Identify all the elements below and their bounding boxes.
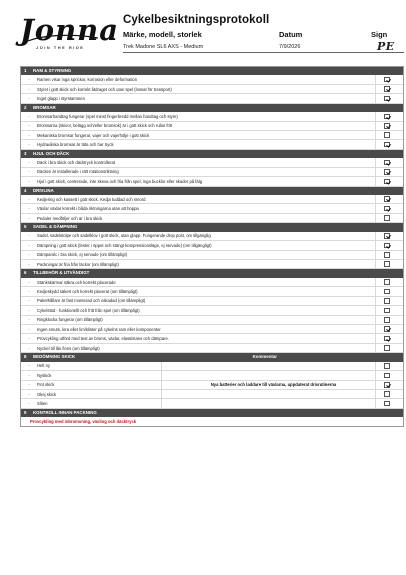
checklist-row [21, 168, 403, 177]
rating-row [21, 390, 403, 399]
section-number: 3 [24, 150, 27, 156]
checklist-row [21, 85, 403, 94]
row-bullet: - [28, 261, 30, 267]
date-value[interactable]: 7/9/2026 [279, 44, 301, 50]
section-header [21, 353, 403, 361]
row-bullet: - [28, 382, 30, 388]
row-bullet: - [28, 206, 30, 212]
row-label: Nyckel till lås finns (om tillämpligt) [37, 345, 100, 351]
section-number: 9 [24, 409, 27, 415]
checklist-row [21, 195, 403, 204]
row-label: Styret i gott skick och korrekt åtdraget och utan spel (lossat för transport) [37, 86, 172, 92]
model-label: Märke, modell, storlek [123, 30, 202, 39]
rating-label: Okej skick [37, 391, 57, 397]
cell-divider [375, 297, 376, 305]
row-label: Dämpning i gott skick (fester i öppet och stängt kompressionsläge, ej servade) (om tillgängligt) [37, 242, 212, 248]
checklist-row [21, 232, 403, 241]
rating-label: Fint skick [37, 382, 55, 388]
rating-row [21, 381, 403, 390]
comment-header: Kommentar [252, 354, 277, 360]
checklist-row [21, 158, 403, 167]
section-title: DRIVLINA [33, 187, 54, 193]
cell-divider [161, 362, 162, 370]
row-bullet: - [28, 401, 30, 407]
checkbox[interactable] [384, 86, 390, 92]
row-label: Däcken är installerade i rätt rotationsriktning [37, 169, 119, 175]
date-label: Datum [279, 30, 303, 39]
checkbox[interactable] [384, 77, 390, 83]
section-number: 8 [24, 354, 27, 360]
checkbox[interactable] [384, 326, 390, 332]
section-header [21, 104, 403, 112]
section-header [21, 150, 403, 158]
checkbox[interactable] [384, 261, 390, 267]
rating-row [21, 399, 403, 408]
checklist-row [21, 131, 403, 140]
cell-divider [375, 287, 376, 295]
checklist-row [21, 251, 403, 260]
checklist-table [20, 66, 404, 427]
row-bullet: - [28, 233, 30, 239]
cell-divider [375, 325, 376, 333]
row-label: Hjul i gott skick, centrerade, inte skeva och fria från spel, inga bucklor eller skador på fälg [37, 178, 203, 184]
cell-divider [161, 381, 162, 389]
row-label: Kedjering och kassett i gott skick. Kedja tuddad och smord [37, 196, 146, 202]
checklist-row [21, 316, 403, 325]
row-label: Dämparolc i bra skick, ej servade (om tillämpligt) [37, 252, 128, 258]
rating-label: Nyskick [37, 372, 52, 378]
checkbox[interactable] [384, 373, 390, 379]
checkbox[interactable] [384, 215, 390, 221]
row-label: Bromsarhandtag fungerar (spel minst fingerbredd mellan handtag och styre) [37, 113, 178, 119]
row-bullet: - [28, 95, 30, 101]
section-header [21, 269, 403, 277]
row-bullet: - [28, 391, 30, 397]
row-bullet: - [28, 169, 30, 175]
rating-label: Helt ny [37, 363, 51, 369]
section-title: KONTROLL INNAN PACKNING [33, 409, 97, 415]
checkbox[interactable] [384, 123, 390, 129]
cell-divider [375, 232, 376, 240]
row-label: Pedaler medföljer och är i bra skick [37, 215, 103, 221]
model-value[interactable]: Trek Madone SL6 AXS - Medium [123, 44, 204, 50]
checkbox[interactable] [384, 243, 390, 249]
cell-divider [375, 177, 376, 185]
row-bullet: - [28, 113, 30, 119]
rating-comment[interactable]: Nya batterier och laddare till växlarna, uppdaterat drivrutinerna [210, 382, 337, 388]
cell-divider [375, 399, 376, 407]
section-title: BROMSAR [33, 104, 56, 110]
checklist-row [21, 112, 403, 121]
checklist-row [21, 204, 403, 213]
row-label: Stänkskärmar säkra och korrekt placerade [37, 279, 116, 285]
checklist-row [21, 325, 403, 334]
checkbox[interactable] [384, 391, 390, 397]
cell-divider [375, 251, 376, 259]
cell-divider [375, 85, 376, 93]
row-label: Bromsarna (skivor, belägg och/eller bromsok) är i gott skick och rullar fritt [37, 123, 173, 129]
checklist-row [21, 241, 403, 250]
brand-logo [20, 13, 120, 52]
row-bullet: - [28, 326, 30, 332]
checkbox[interactable] [384, 132, 390, 138]
checkbox[interactable] [384, 179, 390, 185]
cell-divider [375, 362, 376, 370]
cell-divider [375, 371, 376, 379]
checkbox[interactable] [384, 252, 390, 258]
row-label: Kedjeskydd säkert och korrekt placerat (om tillämpligt) [37, 288, 138, 294]
row-bullet: - [28, 288, 30, 294]
row-bullet: - [28, 86, 30, 92]
cell-divider [375, 316, 376, 324]
sign-label: Sign [371, 30, 388, 39]
row-bullet: - [28, 123, 30, 129]
row-label: Ringklocka fungerar (om tillämpligt) [37, 317, 103, 323]
row-bullet: - [28, 363, 30, 369]
checkbox[interactable] [384, 298, 390, 304]
checkbox[interactable] [384, 96, 390, 102]
cell-divider [375, 195, 376, 203]
row-bullet: - [28, 196, 30, 202]
checkbox[interactable] [384, 336, 390, 342]
section-title: RAM & STYRNING [33, 68, 72, 73]
cell-divider [375, 306, 376, 314]
checklist-row [21, 297, 403, 306]
cell-divider [375, 278, 376, 286]
row-label: Mekaniska bromsar fungerar, vajer och vajerhölje i gott skick [37, 132, 150, 138]
row-bullet: - [28, 279, 30, 285]
checkbox[interactable] [384, 169, 390, 175]
section-header [21, 409, 403, 417]
row-bullet: - [28, 336, 30, 342]
section-title: BEDÖMNING SKICK [33, 354, 76, 360]
row-bullet: - [28, 77, 30, 83]
checkbox[interactable] [384, 114, 390, 120]
page-title: Cykelbesiktningsprotokoll [123, 14, 270, 26]
rating-label: Sliten [37, 401, 48, 407]
row-bullet: - [28, 307, 30, 313]
cell-divider [161, 371, 162, 379]
section-number: 5 [24, 224, 27, 230]
section-number: 1 [24, 68, 27, 73]
row-label: Ramen visar inga sprickor, korrosion eller deformation [37, 77, 138, 83]
checkbox[interactable] [384, 233, 390, 239]
row-bullet: - [28, 372, 30, 378]
row-label: Däck i bra skick och däcktryck kontrollerat [37, 159, 115, 165]
row-label: Inget glapp i styrstammen [37, 95, 85, 101]
checklist-row [21, 177, 403, 186]
row-bullet: - [28, 178, 30, 184]
final-check-note: Provcykling med inbromsning, växling och däcktryck [30, 419, 137, 425]
row-label: Provcykling utförd med test av broms, växlar, elassistans och dämpare. [37, 336, 169, 342]
header-divider [123, 52, 404, 53]
section-number: 6 [24, 270, 27, 276]
checklist-row [21, 260, 403, 269]
rating-row [21, 371, 403, 380]
logo-wordmark: Jonna [20, 13, 120, 47]
cell-divider [375, 260, 376, 268]
checkbox[interactable] [384, 279, 390, 285]
row-label: Hydrauliska bromsar är täta och har tryck [37, 142, 114, 148]
checklist-row [21, 214, 403, 223]
cell-divider [375, 112, 376, 120]
checkbox[interactable] [384, 317, 390, 323]
row-bullet: - [28, 142, 30, 148]
row-label: Pakethållare är fast monterad och oskadad (om tillämpligt) [37, 298, 146, 304]
section-title: HJUL OCH DÄCK [33, 150, 70, 156]
row-bullet: - [28, 345, 30, 351]
cell-divider [375, 158, 376, 166]
row-label: Växlar växlar korrekt i båda riktningarna utan att hoppa [37, 206, 139, 212]
row-label: Sadel, sadelstolpe och sadelklov i gott skick, utan glapp. Fungerande drop post, om tillgänglig [37, 233, 211, 239]
cell-divider [161, 399, 162, 407]
checkbox[interactable] [384, 160, 390, 166]
checkbox[interactable] [384, 206, 390, 212]
cell-divider [375, 168, 376, 176]
row-bullet: - [28, 132, 30, 138]
section-title: TILLBEHÖR & UTVÄNDIGT [33, 270, 90, 276]
row-label: Cykelstöd - funktionellt och fritt från spel (om tillämpligt) [37, 307, 140, 313]
logo-tagline: JOIN THE RIDE [36, 46, 85, 50]
row-bullet: - [28, 215, 30, 221]
checkbox[interactable] [384, 363, 390, 369]
checkbox[interactable] [384, 142, 390, 148]
checkbox[interactable] [384, 196, 390, 202]
cell-divider [375, 75, 376, 83]
checklist-row [21, 94, 403, 103]
section-title: SADEL & DÄMPNING [33, 224, 78, 230]
row-label: Packningar är fria från läckor (om tillämpligt) [37, 261, 119, 267]
row-label: Ingen smuts, lera eller lim/klister på cykelns ram eller komponenter [37, 326, 161, 332]
cell-divider [375, 241, 376, 249]
section-header [21, 67, 403, 75]
checkbox[interactable] [384, 401, 390, 407]
cell-divider [375, 140, 376, 148]
section-header [21, 187, 403, 195]
checklist-row [21, 334, 403, 343]
row-bullet: - [28, 159, 30, 165]
cell-divider [161, 390, 162, 398]
cell-divider [375, 131, 376, 139]
cell-divider [375, 214, 376, 222]
cell-divider [375, 344, 376, 352]
signature[interactable]: PE [377, 40, 395, 53]
section-header [21, 223, 403, 231]
row-bullet: - [28, 317, 30, 323]
checklist-row [21, 140, 403, 149]
rating-row [21, 362, 403, 371]
checklist-row [21, 75, 403, 84]
cell-divider [375, 204, 376, 212]
checkbox[interactable] [384, 345, 390, 351]
checklist-row [21, 306, 403, 315]
checklist-row [21, 344, 403, 353]
row-bullet: - [28, 298, 30, 304]
row-bullet: - [28, 242, 30, 248]
section-number: 2 [24, 104, 27, 110]
cell-divider [375, 122, 376, 130]
cell-divider [375, 334, 376, 342]
checklist-row [21, 287, 403, 296]
cell-divider [375, 94, 376, 102]
section-number: 4 [24, 187, 27, 193]
checklist-row [21, 122, 403, 131]
checkbox[interactable] [384, 308, 390, 314]
row-bullet: - [28, 252, 30, 258]
checklist-row [21, 278, 403, 287]
checkbox[interactable] [384, 382, 390, 388]
checkbox[interactable] [384, 289, 390, 295]
cell-divider [375, 390, 376, 398]
